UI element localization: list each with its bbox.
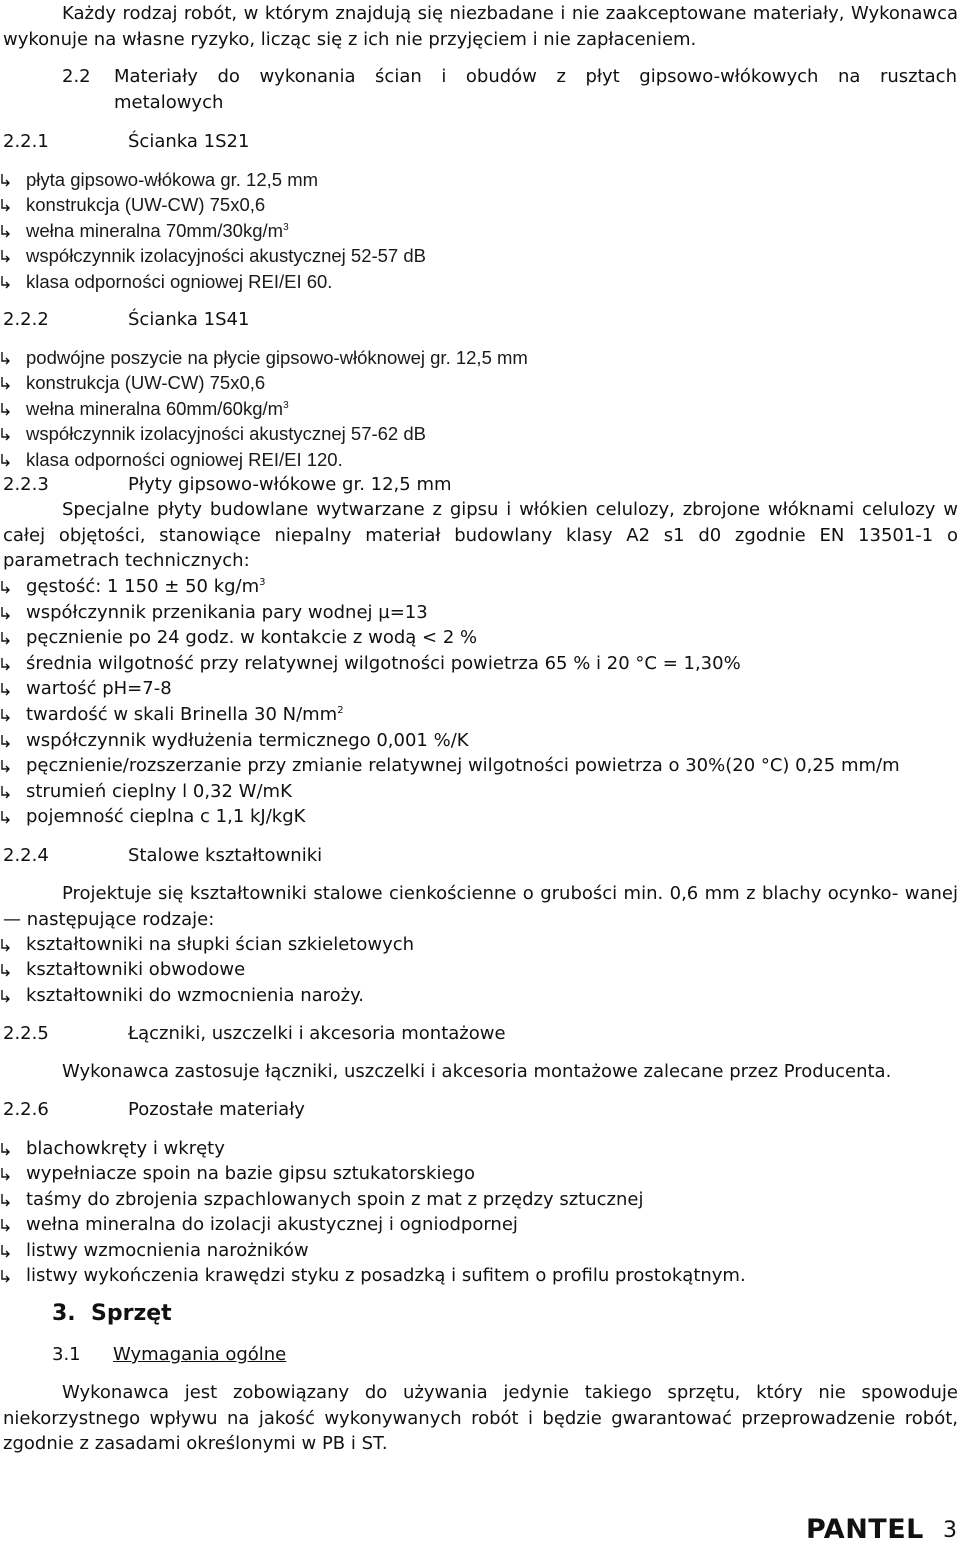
- section-2-2-5-number: 2.2.5: [3, 1023, 49, 1044]
- list-item: kształtowniki obwodowe: [26, 957, 245, 982]
- section-3-1-number: 3.1: [52, 1344, 81, 1365]
- list-item: kształtowniki na słupki ścian szkieletowych: [26, 932, 414, 957]
- page-number: 3: [943, 1518, 957, 1543]
- arrow-bullet-icon: [0, 606, 14, 620]
- section-3-1-paragraph: Wykonawca jest zobowiązany do używania jedynie takiego sprzętu, który nie spowoduje niekorzystnego wpływu na jakość wykonywanych robót i będzie gwarantować przeprowadzenie robót, zgodnie z zasadami określonymi w PB i ST.: [3, 1382, 958, 1454]
- arrow-bullet-icon: [0, 1218, 14, 1232]
- section-2-2-3-paragraph: Specjalne płyty budowlane wytwarzane z gipsu i włókien celulozy, zbrojone włóknami celulozy w całej objętości, stanowiące niepalny materiał budowlany klasy A2 s1 d0 zgodnie EN 13501-1 o parametrach technicznych:: [3, 499, 958, 571]
- arrow-bullet-icon: [0, 376, 14, 390]
- list-item: podwójne poszycie na płycie gipsowo-włóknowej gr. 12,5 mm: [26, 345, 528, 370]
- arrow-bullet-icon: [0, 963, 14, 977]
- list-item: taśmy do zbrojenia szpachlowanych spoin z mat z przędzy sztucznej: [26, 1187, 643, 1212]
- list-item: wypełniacze spoin na bazie gipsu sztukatorskiego: [26, 1161, 475, 1186]
- arrow-bullet-icon: [0, 1167, 14, 1181]
- list-item: listwy wzmocnienia narożników: [26, 1238, 309, 1263]
- list-item: pojemność cieplna c 1,1 kJ/kgK: [26, 804, 305, 829]
- section-3-1-title: Wymagania ogólne: [113, 1344, 287, 1365]
- section-2-2-4-paragraph: Projektuje się kształtowniki stalowe cienkościenne o grubości min. 0,6 mm z blachy ocynko- wanej — następujące rodzaje:: [3, 883, 958, 930]
- section-2-2-4-number: 2.2.4: [3, 845, 49, 866]
- list-item: klasa odporności ogniowej REI/EI 60.: [26, 269, 332, 294]
- list-item: klasa odporności ogniowej REI/EI 120.: [26, 447, 343, 472]
- list-item: współczynnik izolacyjności akustycznej 52-57 dB: [26, 243, 426, 268]
- list-item: płyta gipsowo-włókowa gr. 12,5 mm: [26, 167, 318, 192]
- arrow-bullet-icon: [0, 1142, 14, 1156]
- arrow-bullet-icon: [0, 453, 14, 467]
- section-2-2-2-title: Ścianka 1S41: [128, 309, 250, 330]
- list-item: konstrukcja (UW-CW) 75x0,6: [26, 192, 265, 217]
- arrow-bullet-icon: [0, 249, 14, 263]
- arrow-bullet-icon: [0, 989, 14, 1003]
- footer-brand-logo: PANTEL: [806, 1514, 924, 1545]
- arrow-bullet-icon: [0, 351, 14, 365]
- list-item: współczynnik izolacyjności akustycznej 57-62 dB: [26, 421, 426, 446]
- list-item: kształtowniki do wzmocnienia naroży.: [26, 983, 364, 1008]
- list-item: twardość w skali Brinella 30 $N/mm^2$: [26, 702, 344, 727]
- section-2-2-6-number: 2.2.6: [3, 1099, 49, 1120]
- arrow-bullet-icon: [0, 198, 14, 212]
- arrow-bullet-icon: [0, 708, 14, 722]
- list-item: pęcznienie/rozszerzanie przy zmianie relatywnej wilgotności powietrza o 30%(20 °C) 0,25 mm/m: [26, 753, 900, 778]
- arrow-bullet-icon: [0, 275, 14, 289]
- list-item: gęstość: 1 150 ± 50 $kg/m^3$: [26, 574, 266, 599]
- arrow-bullet-icon: [0, 734, 14, 748]
- arrow-bullet-icon: [0, 580, 14, 594]
- list-item: pęcznienie po 24 godz. w kontakcie z wodą < 2 %: [26, 625, 477, 650]
- intro-paragraph: Każdy rodzaj robót, w którym znajdują się niezbadane i nie zaakceptowane materiały, Wykonawca wykonuje na własne ryzyko, licząc się z ich nie przyjęciem i nie zapłaceniem.: [3, 3, 958, 50]
- section-2-2-4-title: Stalowe kształtowniki: [128, 845, 323, 866]
- section-2-2-5-paragraph: Wykonawca zastosuje łączniki, uszczelki i akcesoria montażowe zalecane przez Producenta.: [62, 1061, 892, 1082]
- arrow-bullet-icon: [0, 682, 14, 696]
- section-3-heading: 3. Sprzęt: [52, 1301, 172, 1326]
- section-2-2-6-title: Pozostałe materiały: [128, 1099, 305, 1120]
- section-2-2-title: Materiały do wykonania ścian i obudów z płyt gipsowo-włókowych na rusztach: [114, 66, 957, 87]
- list-item: wełna mineralna $70mm/30kg/m^3$: [26, 218, 289, 243]
- section-2-2-title-cont: metalowych: [114, 92, 224, 113]
- section-2-2-2-number: 2.2.2: [3, 309, 49, 330]
- arrow-bullet-icon: [0, 427, 14, 441]
- section-2-2-3-number: 2.2.3: [3, 474, 49, 495]
- list-item: konstrukcja (UW-CW) 75x0,6: [26, 370, 265, 395]
- list-item: współczynnik wydłużenia termicznego 0,001 %/K: [26, 728, 469, 753]
- list-item: listwy wykończenia krawędzi styku z posadzką i sufitem o profilu prostokątnym.: [26, 1263, 746, 1288]
- list-item: średnia wilgotność przy relatywnej wilgotności powietrza 65 % i 20 °C = 1,30%: [26, 651, 741, 676]
- list-item: wartość pH=7-8: [26, 676, 172, 701]
- arrow-bullet-icon: [0, 938, 14, 952]
- arrow-bullet-icon: [0, 631, 14, 645]
- list-item: strumień cieplny l 0,32 W/mK: [26, 779, 292, 804]
- arrow-bullet-icon: [0, 1193, 14, 1207]
- list-item: blachowkręty i wkręty: [26, 1136, 225, 1161]
- section-2-2-5-title: Łączniki, uszczelki i akcesoria montażowe: [128, 1023, 506, 1044]
- arrow-bullet-icon: [0, 173, 14, 187]
- section-2-2-1-title: Ścianka 1S21: [128, 131, 250, 152]
- arrow-bullet-icon: [0, 759, 14, 773]
- arrow-bullet-icon: [0, 224, 14, 238]
- arrow-bullet-icon: [0, 402, 14, 416]
- list-item: współczynnik przenikania pary wodnej µ=13: [26, 600, 428, 625]
- arrow-bullet-icon: [0, 657, 14, 671]
- section-2-2-1-number: 2.2.1: [3, 131, 49, 152]
- section-2-2-number: 2.2: [62, 66, 91, 87]
- list-item: wełna mineralna do izolacji akustycznej i ogniodpornej: [26, 1212, 518, 1237]
- arrow-bullet-icon: [0, 1269, 14, 1283]
- arrow-bullet-icon: [0, 1244, 14, 1258]
- section-2-2-3-title: Płyty gipsowo-włókowe gr. 12,5 mm: [128, 474, 452, 495]
- arrow-bullet-icon: [0, 785, 14, 799]
- arrow-bullet-icon: [0, 810, 14, 824]
- list-item: wełna mineralna $60mm/60kg/m^3$: [26, 396, 289, 421]
